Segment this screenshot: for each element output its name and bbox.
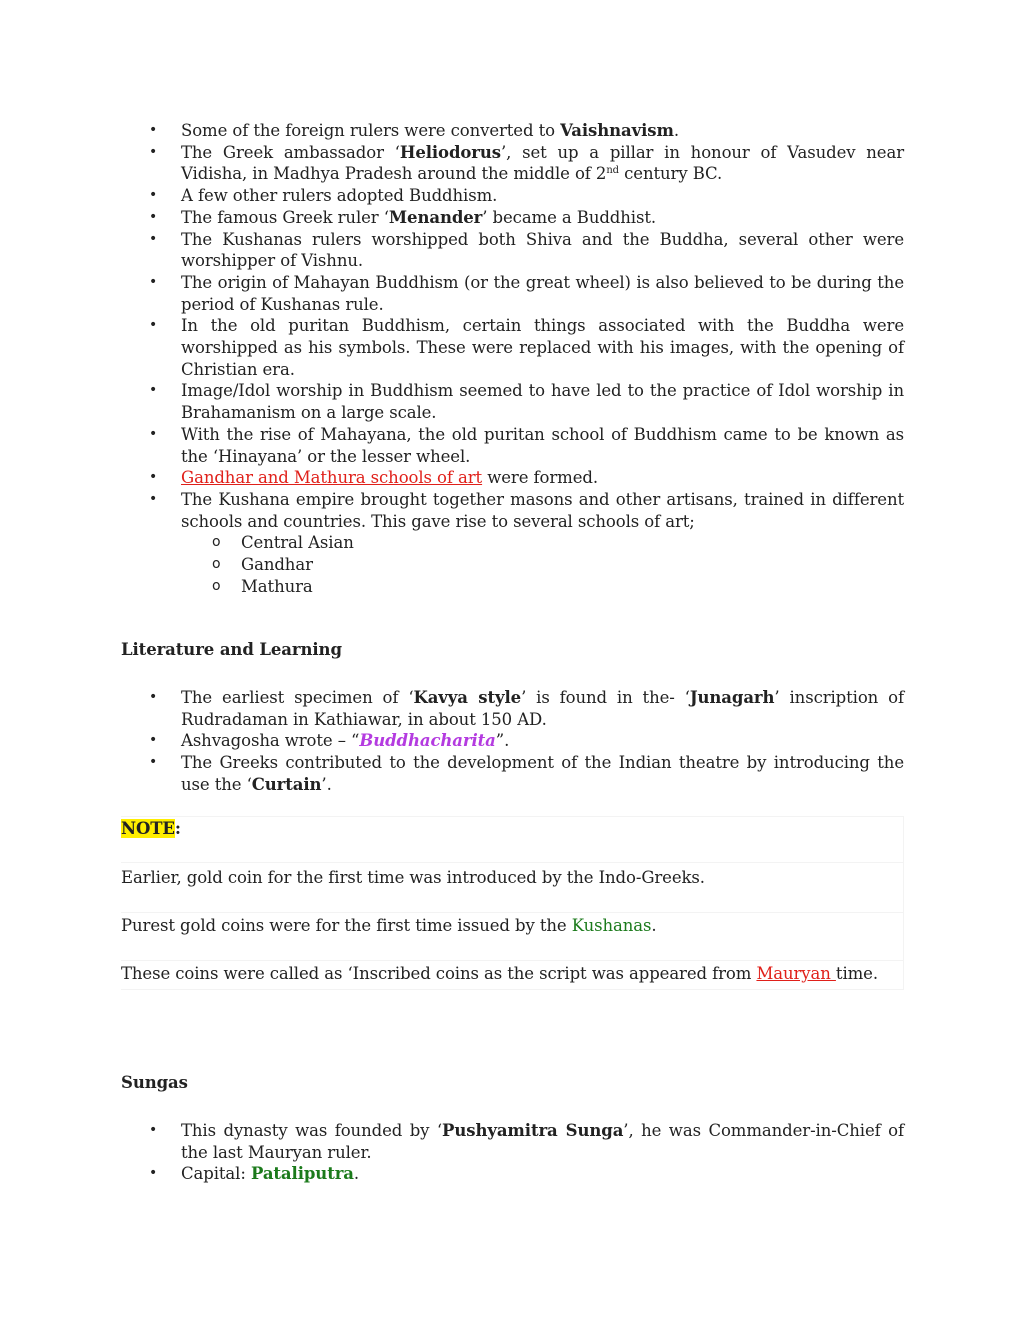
table-row	[121, 989, 904, 990]
sublist-item: o Mathura	[241, 576, 904, 598]
kushanas-term: Kushanas	[571, 916, 652, 935]
bold-term: Heliodorus	[399, 142, 501, 162]
schools-of-art-sublist	[181, 532, 904, 597]
sublist-item: o Gandhar	[241, 554, 904, 576]
list-item: • Some of the foreign rulers were converted to Vaishnavism.	[181, 120, 904, 142]
note-line-3: These coins were called as ‘Inscribed coins as the script was appeared from Mauryan time.	[121, 964, 878, 983]
table-row	[121, 912, 904, 913]
list-item: • The Greek ambassador ‘Heliodorus’, set up a pillar in honour of Vasudev near Vidisha, in Madhya Pradesh around the middle of 2nd century BC.	[181, 142, 904, 185]
buddhacharita-title: Buddhacharita	[359, 731, 496, 751]
list-item: • Ashvagosha wrote – “Buddhacharita”.	[181, 730, 904, 752]
mauryan-link[interactable]: Mauryan	[756, 964, 836, 983]
list-item: • Gandhar and Mathura schools of art were formed.	[181, 467, 904, 489]
note-line-1: Earlier, gold coin for the first time was introduced by the Indo-Greeks.	[121, 868, 705, 887]
list-item: • Capital: Pataliputra.	[181, 1163, 904, 1185]
table-row	[121, 862, 904, 863]
sungas-heading: Sungas	[121, 1073, 188, 1092]
bold-term: Menander	[388, 207, 483, 227]
list-item: • Image/Idol worship in Buddhism seemed to have led to the practice of Idol worship in Brahamanism on a large scale.	[181, 380, 904, 423]
list-item: • The origin of Mahayan Buddhism (or the great wheel) is also believed to be during the period of Kushanas rule.	[181, 272, 904, 315]
table-row	[121, 816, 904, 817]
literature-heading: Literature and Learning	[121, 640, 342, 659]
religion-bullet-list	[181, 120, 904, 597]
note-box	[121, 816, 904, 990]
superscript: nd	[606, 165, 619, 177]
bold-term: Pushyamitra Sunga	[442, 1121, 624, 1140]
pataliputra-term: Pataliputra	[250, 1164, 354, 1184]
list-item: • The famous Greek ruler ‘Menander’ became a Buddhist.	[181, 207, 904, 229]
list-item: • This dynasty was founded by ‘Pushyamitra Sunga’, he was Commander-in-Chief of the last Mauryan ruler.	[181, 1120, 904, 1163]
note-box-edge	[903, 816, 904, 990]
list-item: • The Kushanas rulers worshipped both Shiva and the Buddha, several other were worshipper of Vishnu.	[181, 229, 904, 272]
schools-of-art-link[interactable]: Gandhar and Mathura schools of art	[181, 468, 483, 488]
sublist-item: o Central Asian	[241, 532, 904, 554]
table-row	[121, 960, 904, 961]
list-item: • The Greeks contributed to the development of the Indian theatre by introducing the use the ‘Curtain’.	[181, 752, 904, 795]
note-line-2: Purest gold coins were for the first time issued by the Kushanas.	[121, 916, 657, 935]
list-item: • In the old puritan Buddhism, certain things associated with the Buddha were worshipped as his symbols. These were replaced with his images, with the opening of Christian era.	[181, 315, 904, 380]
list-item: • The Kushana empire brought together masons and other artisans, trained in different schools and countries. This gave rise to several schools of art; o Central Asian o Gandhar o Mathura	[181, 489, 904, 598]
sungas-bullet-list	[181, 1120, 904, 1185]
list-item: • The earliest specimen of ‘Kavya style’ is found in the- ‘Junagarh’ inscription of Rudradaman in Kathiawar, in about 150 AD.	[181, 687, 904, 730]
list-item: • With the rise of Mahayana, the old puritan school of Buddhism came to be known as the ‘Hinayana’ or the lesser wheel.	[181, 424, 904, 467]
literature-bullet-list	[181, 687, 904, 796]
list-item: • A few other rulers adopted Buddhism.	[181, 185, 904, 207]
bold-term: Curtain	[251, 774, 322, 794]
bold-term: Vaishnavism	[560, 121, 674, 140]
bold-term: Junagarh	[689, 688, 775, 707]
note-title: NOTE:	[121, 819, 181, 838]
note-label: NOTE	[121, 819, 175, 838]
bold-term: Kavya style	[413, 688, 522, 707]
